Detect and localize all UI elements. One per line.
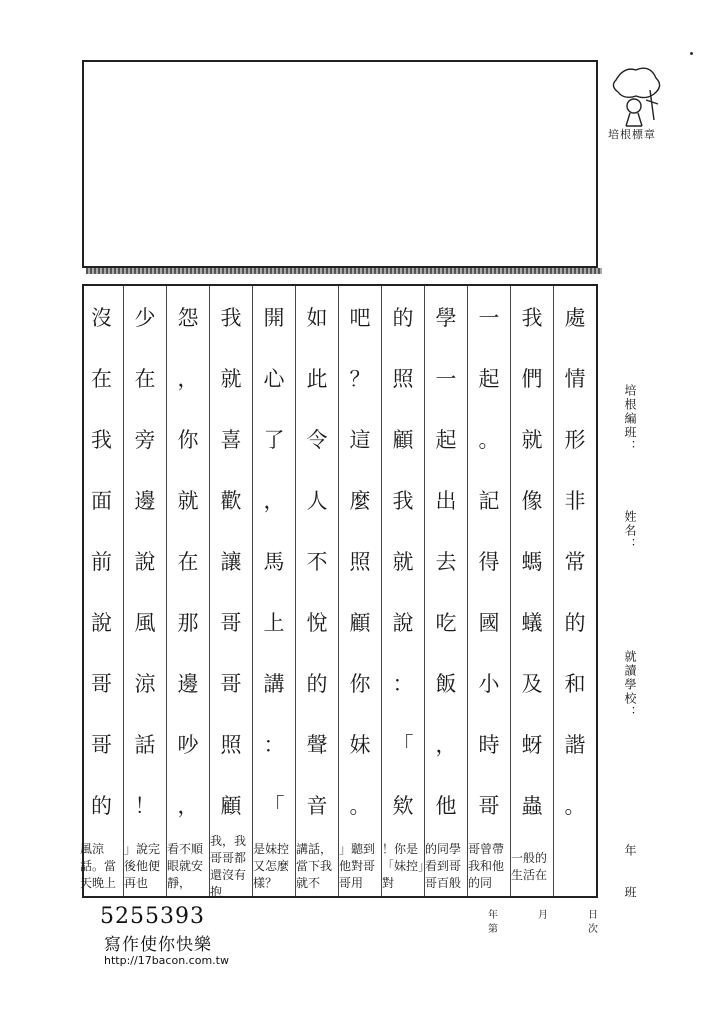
essay-cell: 馬 xyxy=(263,549,285,574)
essay-cell: 學 xyxy=(435,305,457,330)
essay-cell: 及 xyxy=(521,671,543,696)
essay-cell: 」說完後他便再也 xyxy=(124,842,161,890)
essay-cell: 蟻 xyxy=(521,610,543,635)
essay-column xyxy=(424,286,467,896)
essay-cell: 的 xyxy=(306,671,328,696)
corner-mark xyxy=(690,52,693,55)
essay-cell: ， xyxy=(177,793,199,818)
essay-cell: 哥 xyxy=(220,671,242,696)
name-label: 姓名： xyxy=(623,510,637,552)
essay-cell: 哥 xyxy=(220,610,242,635)
essay-cell: 這 xyxy=(349,427,371,452)
essay-cell: 照 xyxy=(349,549,371,574)
essay-cell: 風涼話。當天晚上 xyxy=(80,842,117,890)
essay-cell: 。 xyxy=(478,427,500,452)
essay-cell: 上 xyxy=(263,610,285,635)
essay-cell: ： xyxy=(263,732,285,757)
essay-cell: 怨 xyxy=(177,305,199,330)
essay-cell: 「 xyxy=(263,793,285,818)
essay-cell: 如 xyxy=(306,305,328,330)
essay-cell: 你 xyxy=(177,427,199,452)
essay-cell: 吃 xyxy=(435,610,457,635)
essay-cell: 悅 xyxy=(306,610,328,635)
essay-cell: 一 xyxy=(435,366,457,391)
brand-number: 5255393 xyxy=(100,904,205,929)
essay-cell: 照 xyxy=(220,732,242,757)
essay-column xyxy=(510,286,553,896)
date-day: 日 xyxy=(588,910,598,921)
essay-cell: 顧 xyxy=(349,610,371,635)
essay-cell: 的同學看到哥哥百般 xyxy=(425,842,462,890)
essay-cell: 照 xyxy=(392,366,414,391)
essay-cell: 講 xyxy=(263,671,285,696)
essay-cell: 此 xyxy=(306,366,328,391)
essay-column xyxy=(209,286,252,899)
essay-cell: 沒 xyxy=(91,305,112,330)
essay-cell: 常 xyxy=(564,549,586,574)
essay-cell: 看不順眼就安靜， xyxy=(167,842,204,890)
essay-cell: 去 xyxy=(435,549,457,574)
essay-cell: 國 xyxy=(478,610,500,635)
essay-column xyxy=(80,286,123,896)
essay-cell: 出 xyxy=(435,488,457,513)
essay-cell: 聲 xyxy=(306,732,328,757)
essay-cell: 就 xyxy=(392,549,414,574)
essay-cell: 哥 xyxy=(478,793,500,818)
essay-cell: 情 xyxy=(564,366,586,391)
essay-cell: 歡 xyxy=(220,488,242,513)
essay-cell: ， xyxy=(263,488,285,513)
essay-cell: 。 xyxy=(564,793,586,818)
essay-cell: 像 xyxy=(521,488,543,513)
essay-cell: 是妹控又怎麼樣？ xyxy=(253,842,290,890)
essay-cell: 諧 xyxy=(564,732,586,757)
essay-cell: 令 xyxy=(306,427,328,452)
essay-cell: 顧 xyxy=(392,427,414,452)
teacher-comment-box xyxy=(82,60,598,268)
date-month: 月 xyxy=(538,910,548,921)
essay-cell: 說 xyxy=(134,549,156,574)
essay-column xyxy=(123,286,166,896)
essay-cell: 欸 xyxy=(392,793,414,818)
essay-cell: 蟲 xyxy=(521,793,543,818)
essay-cell: 風 xyxy=(134,610,156,635)
essay-cell: ： xyxy=(392,671,414,696)
essay-cell: 說 xyxy=(392,610,414,635)
essay-cell: 在 xyxy=(91,366,112,391)
essay-cell: 飯 xyxy=(435,671,457,696)
essay-cell xyxy=(554,835,596,896)
essay-cell: 我 xyxy=(521,305,543,330)
essay-cell: 開 xyxy=(263,305,285,330)
essay-cell: 哥 xyxy=(91,732,112,757)
essay-cell: 我 xyxy=(220,305,242,330)
date-year: 年 xyxy=(488,910,498,921)
essay-cell: 我，我哥哥都還沒有抱 xyxy=(210,833,247,899)
essay-cell: 你 xyxy=(349,671,371,696)
essay-cell: 前 xyxy=(91,549,112,574)
essay-cell: 哥 xyxy=(91,671,112,696)
essay-cell: 他 xyxy=(435,793,457,818)
essay-cell: 「 xyxy=(392,732,414,757)
essay-cell: 涼 xyxy=(134,671,156,696)
essay-cell: 小 xyxy=(478,671,500,696)
essay-column xyxy=(295,286,338,896)
essay-cell: 我 xyxy=(91,427,112,452)
essay-cell: 哥曾帶我和他的同 xyxy=(468,842,505,890)
essay-cell: 就 xyxy=(220,366,242,391)
essay-cell: 講話，當下我就不 xyxy=(296,842,333,890)
essay-column xyxy=(381,286,424,896)
essay-cell: 說 xyxy=(91,610,112,635)
class-label: 培根編班： xyxy=(623,384,637,454)
essay-cell: 心 xyxy=(263,366,285,391)
essay-cell: ， xyxy=(435,732,457,757)
essay-cell: 形 xyxy=(564,427,586,452)
essay-cell: 的 xyxy=(392,305,414,330)
essay-cell: 」聽到他對哥哥用 xyxy=(339,842,376,890)
date-ordinal: 第 xyxy=(488,924,498,935)
essay-grid xyxy=(82,284,598,898)
essay-cell: 我 xyxy=(392,488,414,513)
essay-cell: 話 xyxy=(134,732,156,757)
essay-cell: 妹 xyxy=(349,732,371,757)
essay-cell: 記 xyxy=(478,488,500,513)
essay-cell: 旁 xyxy=(134,427,156,452)
comment-box-shadow xyxy=(86,268,602,274)
grade-label: 年 班 xyxy=(623,844,637,900)
essay-cell: 螞 xyxy=(521,549,543,574)
essay-cell: 的 xyxy=(564,610,586,635)
essay-cell: 音 xyxy=(306,793,328,818)
essay-cell: 一般的生活在 xyxy=(511,850,548,882)
essay-column xyxy=(467,286,510,896)
essay-cell: ！你是「妹控」對 xyxy=(382,842,425,890)
school-label: 就讀學校： xyxy=(623,650,637,720)
essay-cell: 和 xyxy=(564,671,586,696)
essay-cell: 少 xyxy=(134,305,156,330)
essay-cell: 們 xyxy=(521,366,543,391)
essay-cell: 一 xyxy=(478,305,500,330)
essay-cell: 那 xyxy=(177,610,199,635)
essay-cell: 起 xyxy=(478,366,500,391)
essay-cell: 不 xyxy=(306,549,328,574)
essay-cell: 吵 xyxy=(177,732,199,757)
essay-cell: 邊 xyxy=(177,671,199,696)
essay-cell: ？ xyxy=(349,366,371,391)
essay-cell: 人 xyxy=(306,488,328,513)
brand-slogan: 寫作使你快樂 xyxy=(104,935,212,955)
essay-cell: 在 xyxy=(134,366,156,391)
essay-column xyxy=(553,286,596,896)
essay-cell: 在 xyxy=(177,549,199,574)
essay-cell: 的 xyxy=(91,793,112,818)
essay-cell: 面 xyxy=(91,488,112,513)
essay-column xyxy=(252,286,295,896)
essay-cell: 麼 xyxy=(349,488,371,513)
essay-cell: 處 xyxy=(564,305,586,330)
essay-cell: 就 xyxy=(177,488,199,513)
essay-column xyxy=(338,286,381,896)
essay-cell: ， xyxy=(177,366,199,391)
essay-cell: 非 xyxy=(564,488,586,513)
essay-cell: 顧 xyxy=(220,793,242,818)
essay-cell: 。 xyxy=(349,793,371,818)
essay-cell: 起 xyxy=(435,427,457,452)
essay-cell: 讓 xyxy=(220,549,242,574)
date-times: 次 xyxy=(588,924,598,935)
brand-url: http://17bacon.com.tw xyxy=(104,954,229,967)
stamp-label: 培根標章 xyxy=(608,128,656,141)
essay-cell: 時 xyxy=(478,732,500,757)
essay-cell: 蚜 xyxy=(521,732,543,757)
essay-cell: 邊 xyxy=(134,488,156,513)
essay-cell: 喜 xyxy=(220,427,242,452)
essay-cell: 得 xyxy=(478,549,500,574)
essay-cell: 吧 xyxy=(349,305,371,330)
essay-cell: ！ xyxy=(134,793,156,818)
essay-column xyxy=(166,286,209,896)
essay-cell: 了 xyxy=(263,427,285,452)
essay-cell: 就 xyxy=(521,427,543,452)
